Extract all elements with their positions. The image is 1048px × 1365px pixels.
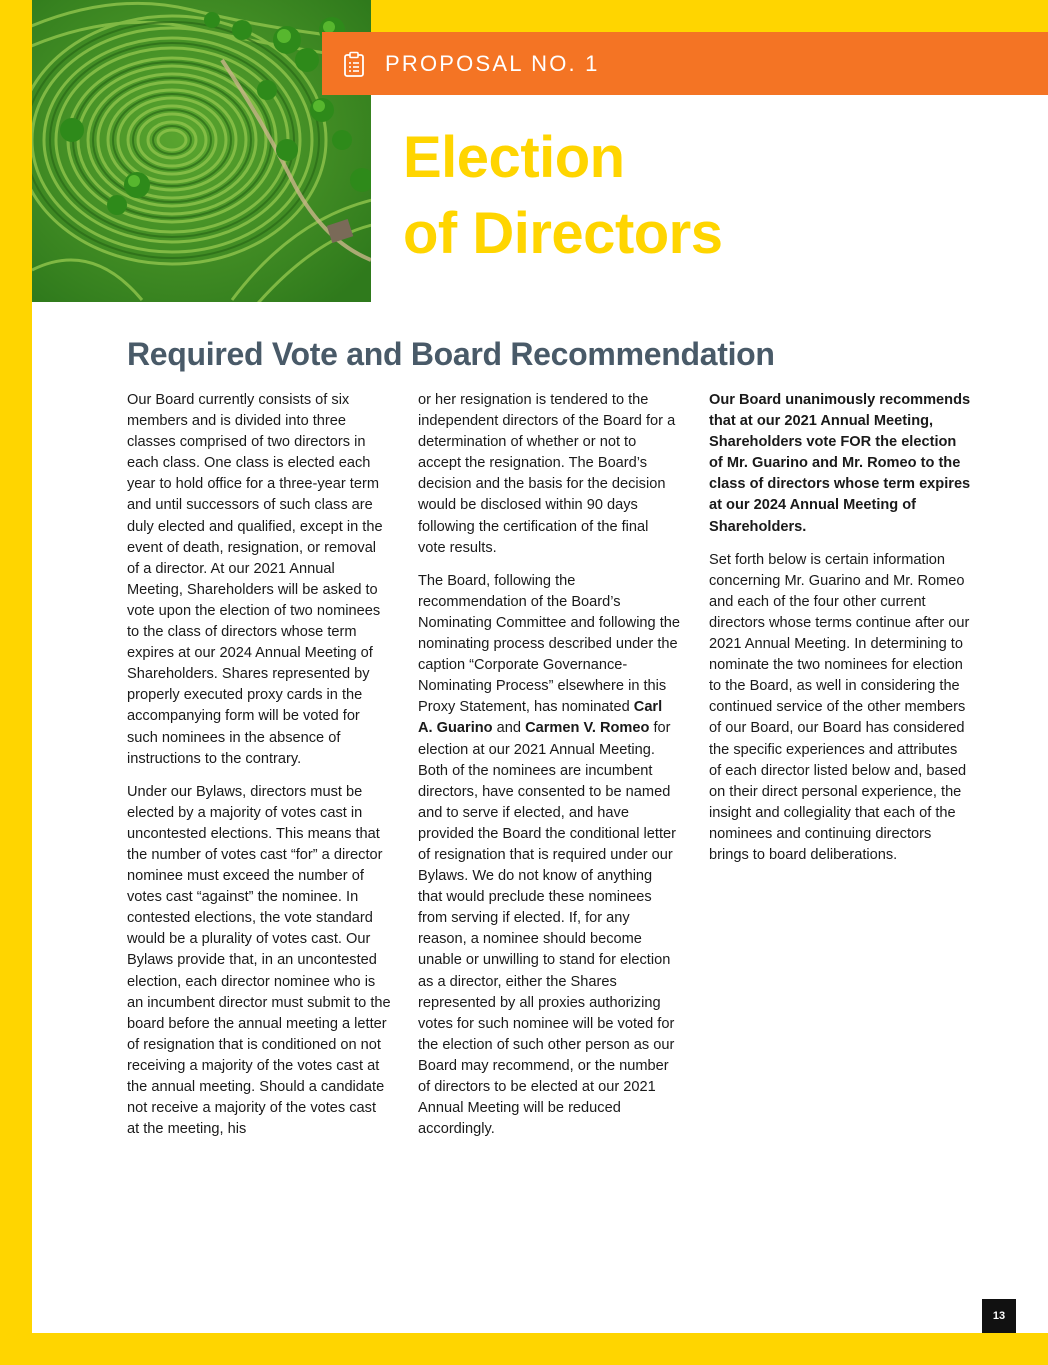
section-heading: Required Vote and Board Recommendation (127, 336, 775, 372)
paragraph-bylaws-majority-vote: Under our Bylaws, directors must be elected by a majority of votes cast in uncontested elections. This means that the number of votes cast “for” a director nominee must exceed the number of votes cast “against” the nominee. In contested elections, the vote standard would be a plurality of votes cast. Our Bylaws provide that, in an uncontested election, each director nominee who is an incumbent director must submit to the board before the annual meeting a letter of resignation that is conditioned on not receiving a majority of the votes cast at the annual meeting. Should a candidate not receive a majority of the votes cast at the meeting, his (127, 783, 391, 1138)
paragraph-nominations: The Board, following the recommendation of the Board’s Nominating Committee and following the nominating process described under the caption “Corporate Governance-Nominating Process” elsewhere in this Proxy Statement, has nominated Carl A. Guarino and Carmen V. Romeo for election at our 2021 Annual Meeting. Both of the nominees are incumbent directors, have consented to be named and to serve if elected, and have provided the Board the conditional letter of resignation that is required under our Bylaws. We do not know of anything that would preclude these nominees from serving if elected. If, for any reason, a nominee should become unable or unwilling to stand for election as a director, either the Shares represented by all proxies authorizing votes for such nominee will be voted for the election of such other person as our Board may recommend, or the number of directors to be elected at our 2021 Annual Meeting will be reduced accordingly. (418, 572, 681, 1138)
title-line-1: Election (403, 125, 625, 190)
page-title (403, 120, 723, 272)
text-column-2 (418, 390, 680, 1152)
text-column-1 (127, 390, 391, 1152)
nominee-name-guarino: Carl A. Guarino (418, 699, 663, 737)
paragraph-director-information: Set forth below is certain information concerning Mr. Guarino and Mr. Romeo and each of the four other current directors whose terms continue after our 2021 Annual Meeting. In determining to nominate the two nominees for election to the Board, as well in considering the continued service of the other members of our Board, our Board has considered the specific experiences and attributes of each director listed below and, based on their direct personal experience, the insight and collegiality that each of the nominees and continuing directors brings to board deliberations. (709, 551, 970, 863)
clipboard-icon (343, 51, 365, 77)
proposal-banner (322, 32, 1048, 95)
yellow-frame-bottom (0, 1333, 1048, 1365)
proposal-label: PROPOSAL NO. 1 (385, 50, 600, 76)
text-column-3 (709, 390, 971, 878)
board-recommendation: Our Board unanimously recommends that at our 2021 Annual Meeting, Shareholders vote FOR the election of Mr. Guarino and Mr. Romeo to the class of directors whose term expires at our 2024 Annual Meeting of Shareholders. (709, 392, 971, 535)
nominee-name-romeo: Carmen V. Romeo (525, 720, 650, 737)
page-number: 13 (982, 1299, 1016, 1333)
title-line-2: of Directors (403, 201, 723, 266)
tea-plantation-photo (32, 0, 371, 302)
yellow-frame-left (0, 0, 32, 1365)
paragraph-resignation-decision: or her resignation is tendered to the independent directors of the Board for a determination of whether or not to accept the resignation. The Board’s decision and the basis for the decision would be disclosed within 90 days following the certification of the final vote results. (418, 392, 676, 556)
paragraph-board-composition: Our Board currently consists of six members and is divided into three classes comprised of two directors in each class. One class is elected each year to hold office for a three-year term and until successors of such class are duly elected and qualified, except in the event of death, resignation, or removal of a director. At our 2021 Annual Meeting, Shareholders will be asked to vote upon the election of two nominees to the class of directors whose term expires at our 2024 Annual Meeting of Shareholders. Shares represented by properly executed proxy cards in the accompanying form will be voted for such nominees in the absence of instructions to the contrary. (127, 392, 383, 767)
